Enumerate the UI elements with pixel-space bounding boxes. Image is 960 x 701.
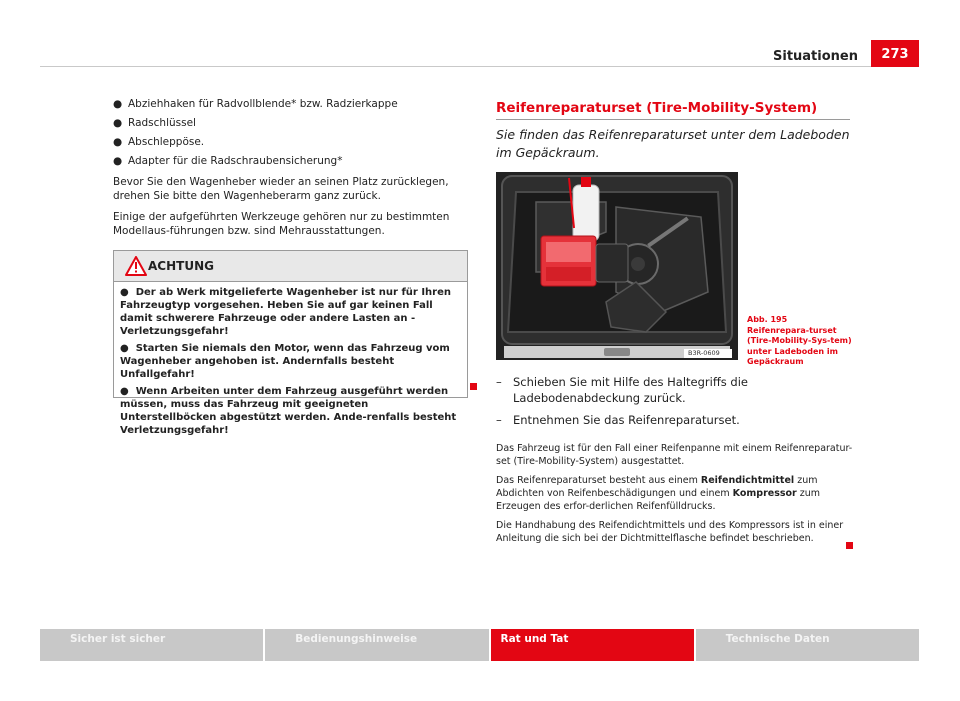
tab-technische-daten[interactable]: Technische Daten xyxy=(696,629,919,661)
bullet-icon: ● xyxy=(113,98,123,110)
tab-sicher-ist-sicher[interactable]: Sicher ist sicher xyxy=(40,629,263,661)
warning-item: ● Der ab Werk mitgelieferte Wagenheber ist nur für Ihren Fahrzeugtyp vorgesehen. Heben Sie auf gar keinen Fall damit schwerere Fahrzeuge oder andere Lasten an - Verletzungsgefahr! xyxy=(120,287,452,337)
list-item: ● Radschlüssel xyxy=(113,117,196,129)
term-compressor: Kompressor xyxy=(732,488,797,499)
left-column xyxy=(113,97,468,238)
warning-triangle-icon xyxy=(125,256,147,276)
figure-code: B3R-0609 xyxy=(688,349,720,357)
paragraph: Das Reifenreparaturset besteht aus einem Reifendichtmittel zum Abdichten von Reifenbeschädigungen und einem Kompressor zum Erzeugen des erfor-derlichen Reifenfülldrucks. xyxy=(496,475,821,512)
dash-icon: – xyxy=(496,413,502,427)
step-item: – Schieben Sie mit Hilfe des Haltegriffs die Ladebodenabdeckung zurück. xyxy=(496,375,748,405)
paragraph: Die Handhabung des Reifendichtmittels und des Kompressors ist in einer Anleitung die sich bei der Dichtmittelflasche befindet beschrieben. xyxy=(496,520,844,544)
trunk-photo xyxy=(496,172,738,360)
instruction-steps xyxy=(496,374,856,434)
warning-header xyxy=(114,251,467,282)
warning-title: ACHTUNG xyxy=(148,259,214,273)
footer-nav xyxy=(40,629,919,661)
warning-box xyxy=(113,250,468,436)
step-item: – Entnehmen Sie das Reifenreparaturset. xyxy=(496,413,740,427)
tab-bedienungshinweise[interactable]: Bedienungshinweise xyxy=(265,629,488,661)
bullet-icon: ● xyxy=(113,155,123,167)
section-rule xyxy=(496,119,850,120)
bullet-icon: ● xyxy=(113,136,123,148)
warning-body xyxy=(114,282,467,437)
bullet-icon: ● xyxy=(113,117,123,129)
bullet-icon: ● xyxy=(120,343,129,354)
section-intro: Sie finden das Reifenreparaturset unter dem Ladeboden im Gepäckraum. xyxy=(496,127,850,160)
section-title: Reifenreparaturset (Tire-Mobility-System) xyxy=(496,100,818,116)
bullet-icon: ● xyxy=(120,386,129,397)
chapter-title: Situationen xyxy=(773,49,858,64)
warning-item: ● Wenn Arbeiten unter dem Fahrzeug ausgeführt werden müssen, muss das Fahrzeug mit geeigneten Unterstellböcken abgestützt werden. Ande-renfalls besteht Verletzungsgefahr! xyxy=(120,386,457,436)
list-item: ● Adapter für die Radschraubensicherung* xyxy=(113,155,343,167)
section-body xyxy=(496,442,856,551)
term-sealant: Reifendichtmittel xyxy=(700,475,795,486)
dash-icon: – xyxy=(496,375,502,389)
tool-list xyxy=(113,97,468,168)
paragraph: Einige der aufgeführten Werkzeuge gehören nur zu bestimmten Modellaus-führungen bzw. sind Mehrausstattungen. xyxy=(113,211,450,237)
bullet-icon: ● xyxy=(120,287,129,298)
list-item: ● Abschleppöse. xyxy=(113,136,205,148)
section-end-marker xyxy=(846,542,853,549)
figure-caption: Abb. 195 Reifenrepara-turset (Tire-Mobility-Sys-tem) unter Ladeboden im Gepäckraum xyxy=(747,315,852,366)
paragraph: Das Fahrzeug ist für den Fall einer Reifenpanne mit einem Reifenreparatur-set (Tire-Mobility-System) ausgestattet. xyxy=(496,443,853,467)
page-number: 273 xyxy=(871,40,919,67)
paragraph: Bevor Sie den Wagenheber wieder an seinen Platz zurücklegen, drehen Sie bitte den Wagenheberarm ganz zurück. xyxy=(113,176,449,202)
tab-rat-und-tat[interactable]: Rat und Tat xyxy=(491,629,694,661)
trunk-illustration xyxy=(496,172,738,360)
list-item: ● Abziehhaken für Radvollblende* bzw. Radzierkappe xyxy=(113,98,398,110)
header-rule xyxy=(40,66,919,67)
warning-item: ● Starten Sie niemals den Motor, wenn das Fahrzeug vom Wagenheber angehoben ist. Andernfalls besteht Unfallgefahr! xyxy=(120,343,450,380)
section-end-marker xyxy=(470,383,477,390)
